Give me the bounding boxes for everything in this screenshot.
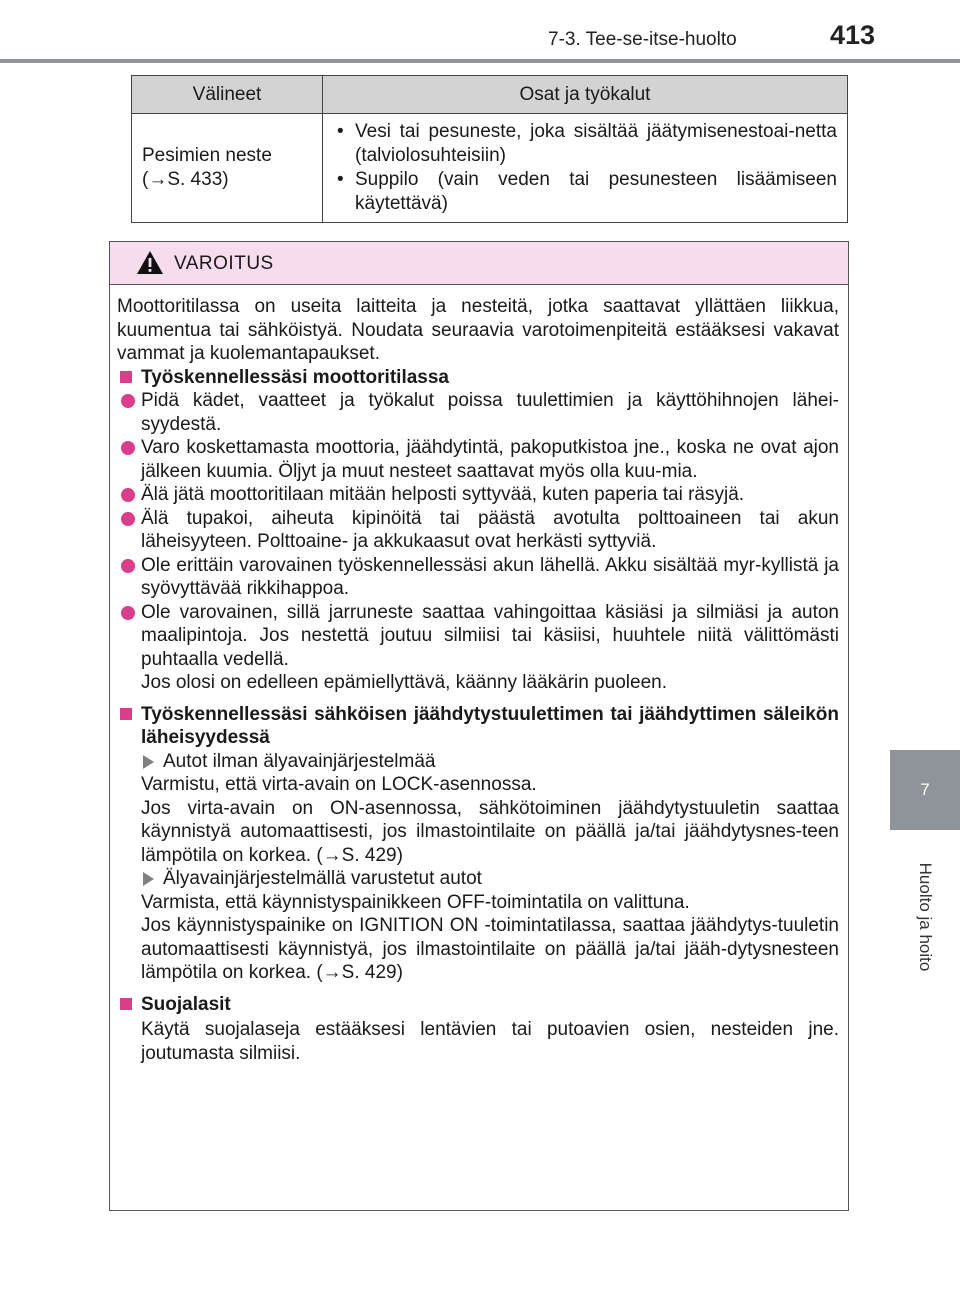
column-header-tools: Välineet [132,76,323,114]
paragraph-line: Jos virta-avain on ON-asennossa, sähkötoiminen jäähdytystuuletin saattaa käynnistyä automaattisesti, jos ilmastointilaite on päällä ja/tai jäähdytysnes-teen lämpötila on korkea. (→S. 429) [141,797,839,866]
table-row [132,114,848,223]
column-header-parts: Osat ja työkalut [323,76,848,114]
warning-title: VAROITUS [174,253,274,274]
paragraph-line: Jos käynnistyspainike on IGNITION ON -toimintatilassa, saattaa jäähdytys-tuuletin automaattisesti käynnistyä, jos ilmastointilaite on päällä ja/tai jääh-dytysnesteen lämpötila on korkea. (→S. 429) [141,915,839,983]
list-item-text: Ole varovainen, sillä jarruneste saattaa vahingoittaa käsiäsi ja silmiäsi ja auton maalipintoja. Jos nestettä joutuu silmiisi tai käsiisi, huuhtele niitä välittömästi puhtaalla vedellä. [141,601,839,670]
paragraph-line: Varmistu, että virta-avain on LOCK-asennossa. [141,774,537,795]
circle-bullet-icon [121,559,135,573]
list-item-text: Pidä kädet, vaatteet ja työkalut poissa tuulettimien ja käyttöhihnojen lähei-syydestä. [141,390,839,435]
paragraph [117,773,839,867]
section-heading [117,703,839,750]
square-bullet-icon [120,708,132,720]
page-number: 413 [830,20,876,50]
table-cell-tools [323,114,848,223]
warning-box [109,241,849,1211]
subsection-title [117,867,839,891]
list-item-text: Älä jätä moottoritilaan mitään helposti syttyvää, kuten paperia tai räsyjä. [141,484,745,505]
table-cell-item [132,114,323,223]
list-item [117,436,839,483]
paragraph: Käytä suojalaseja estääksesi lentävien tai putoavien osien, nesteiden jne. joutumasta silmiisi. [141,1019,839,1064]
list-item: • Suppilo (vain veden tai pesunesteen lisäämiseen käytettävä) [333,168,837,216]
list-item-text: Jos olosi on edelleen epämiellyttävä, käänny lääkärin puoleen. [141,672,668,693]
section-heading-text: Työskennellessäsi sähköisen jäähdytystuulettimen tai jäähdyttimen säleikön läheisyydessä [141,703,839,748]
square-bullet-icon [120,998,132,1010]
item-page-ref: (→S. 433) [142,169,229,190]
circle-bullet-icon [121,488,135,502]
section-heading [117,993,839,1017]
table-header-row [132,76,848,114]
circle-bullet-icon [121,441,135,455]
paragraph-line: Varmista, että käynnistyspainikkeen OFF-toimintatila on valittuna. [141,891,690,913]
tools-table [131,75,848,223]
section-heading-text: Työskennellessäsi moottoritilassa [141,366,449,388]
circle-bullet-icon [121,394,135,408]
tools-list [333,120,837,216]
subsection-title-text: Autot ilman älyavainjärjestelmää [163,750,436,772]
warning-triangle-icon [136,250,164,275]
item-name: Pesimien neste [142,145,272,166]
list-item [117,554,839,601]
chapter-title: Huolto ja hoito [916,862,935,972]
chapter-tab [890,750,960,830]
subsection-title [117,750,839,774]
list-item [117,507,839,554]
triangle-bullet-icon [143,872,154,886]
warning-header [110,242,848,285]
warning-intro: Moottoritilassa on useita laitteita ja nesteitä, jotka saattavat yllättäen liikkua, kuumentua tai sähköistyä. Noudata seuraavia varotoimenpiteitä estääksesi vakavat vammat ja kuolemantapaukset. [117,296,839,364]
list-item-text: Ole erittäin varovainen työskennellessäsi akun lähellä. Akku sisältää myr-kyllistä ja syövyttävää rikkihappoa. [141,554,839,599]
list-item: • Vesi tai pesuneste, joka sisältää jäätymisenestoai-netta (talviolosuhteisiin) [333,120,837,168]
header-rule [0,59,960,63]
triangle-bullet-icon [143,755,154,769]
chapter-side-label [890,842,960,992]
list-item-text: Varo koskettamasta moottoria, jäähdytintä, pakoputkistoa jne., koska ne ovat ajon jälkeen kuumia. Öljyt ja muut nesteet saattavat myös olla kuu-mia. [141,437,839,482]
section-heading [117,366,839,390]
chapter-number: 7 [920,780,930,799]
square-bullet-icon [120,371,132,383]
list-item-text: Älä tupakoi, aiheuta kipinöitä tai päästä avotulta polttoaineen tai akun läheisyyteen. Polttoaine- ja akkukaasut ovat herkästi syttyviä. [141,507,839,552]
list-item [117,389,839,436]
list-item [117,601,839,695]
circle-bullet-icon [121,606,135,620]
page-header [0,0,960,70]
section-title: 7-3. Tee-se-itse-huolto [548,29,737,50]
subsection-title-text: Älyavainjärjestelmällä varustetut autot [163,868,482,889]
warning-body [110,285,848,1065]
list-item [117,483,839,507]
section-heading-text: Suojalasit [141,993,231,1015]
circle-bullet-icon [121,512,135,526]
paragraph [117,891,839,985]
